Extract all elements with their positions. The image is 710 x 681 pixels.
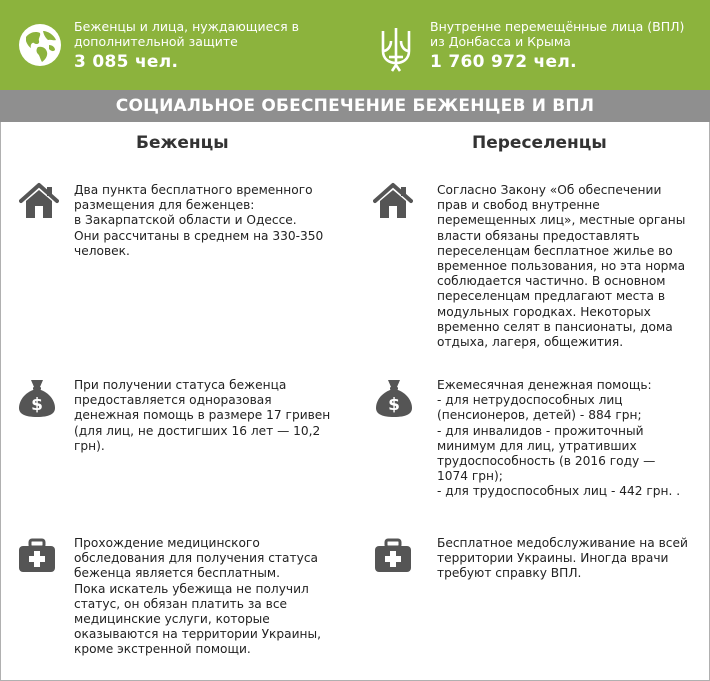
svg-text:$: $ [388,395,400,415]
first-aid-kit-icon [17,536,57,576]
first-aid-kit-icon [373,536,413,576]
trident-icon [379,25,413,73]
refugees-stat [74,19,334,72]
refugees-medical-text: Прохождение медицинского обследования для получения статуса беженца является бесплатным. Пока искатель убежища не получил статус, он обязан платить за все медицинские услуги, которые оказываются на территории Украины, кроме экстренной помощи. [74,536,321,657]
refugees-count: 3 085 чел. [74,52,179,72]
resettlers-housing-text: Согласно Закону «Об обеспечении прав и свобод внутренне перемещенных лиц», местные органы власти обязаны предоставлять переселенцам бесплатное жилье во временное пользования, но эта норма соблюдается частично. В основном переселенцам предлагают места в модульных городках. Некоторых временно селят в пансионаты, дома отдыха, лагеря, общежития. [437,183,686,350]
house-icon [373,182,413,222]
refugees-money-text: При получении статуса беженца предоставляется одноразовая денежная помощь в размере 17 гривен (для лиц, не достигших 16 лет — 10,2 грн). [74,378,331,453]
header-banner [0,0,710,90]
idp-stat [430,19,700,72]
idp-count: 1 760 972 чел. [430,52,577,72]
resettlers-medical-text: Бесплатное медобслуживание на всей территории Украины. Иногда врачи требуют справку ВПЛ. [437,536,688,581]
idp-label: Внутренне перемещённые лица (ВПЛ) из Донбасса и Крыма [430,19,685,49]
resettlers-money-text: Ежемесячная денежная помощь: - для нетрудоспособных лиц (пенсионеров, детей) - 884 грн; - для инвалидов - прожиточный минимум для лиц, утративших трудоспособность (в 2016 году — 1074 грн); - для трудоспособных лиц - 442 грн. . [437,378,681,499]
house-icon [19,182,59,222]
resettlers-column-heading: Переселенцы [472,133,607,153]
globe-icon [18,23,62,67]
refugees-housing-text: Два пункта бесплатного временного размещения для беженцев: в Закарпатской области и Одессе. Они рассчитаны в среднем на 330-350 человек. [74,183,324,258]
svg-text:$: $ [31,395,43,415]
section-title: СОЦИАЛЬНОЕ ОБЕСПЕЧЕНИЕ БЕЖЕНЦЕВ И ВПЛ [0,90,710,122]
refugees-label: Беженцы и лица, нуждающиеся в дополнительной защите [74,19,300,49]
refugees-column-heading: Беженцы [136,133,229,153]
money-bag-icon [374,378,414,418]
money-bag-icon [17,378,57,418]
